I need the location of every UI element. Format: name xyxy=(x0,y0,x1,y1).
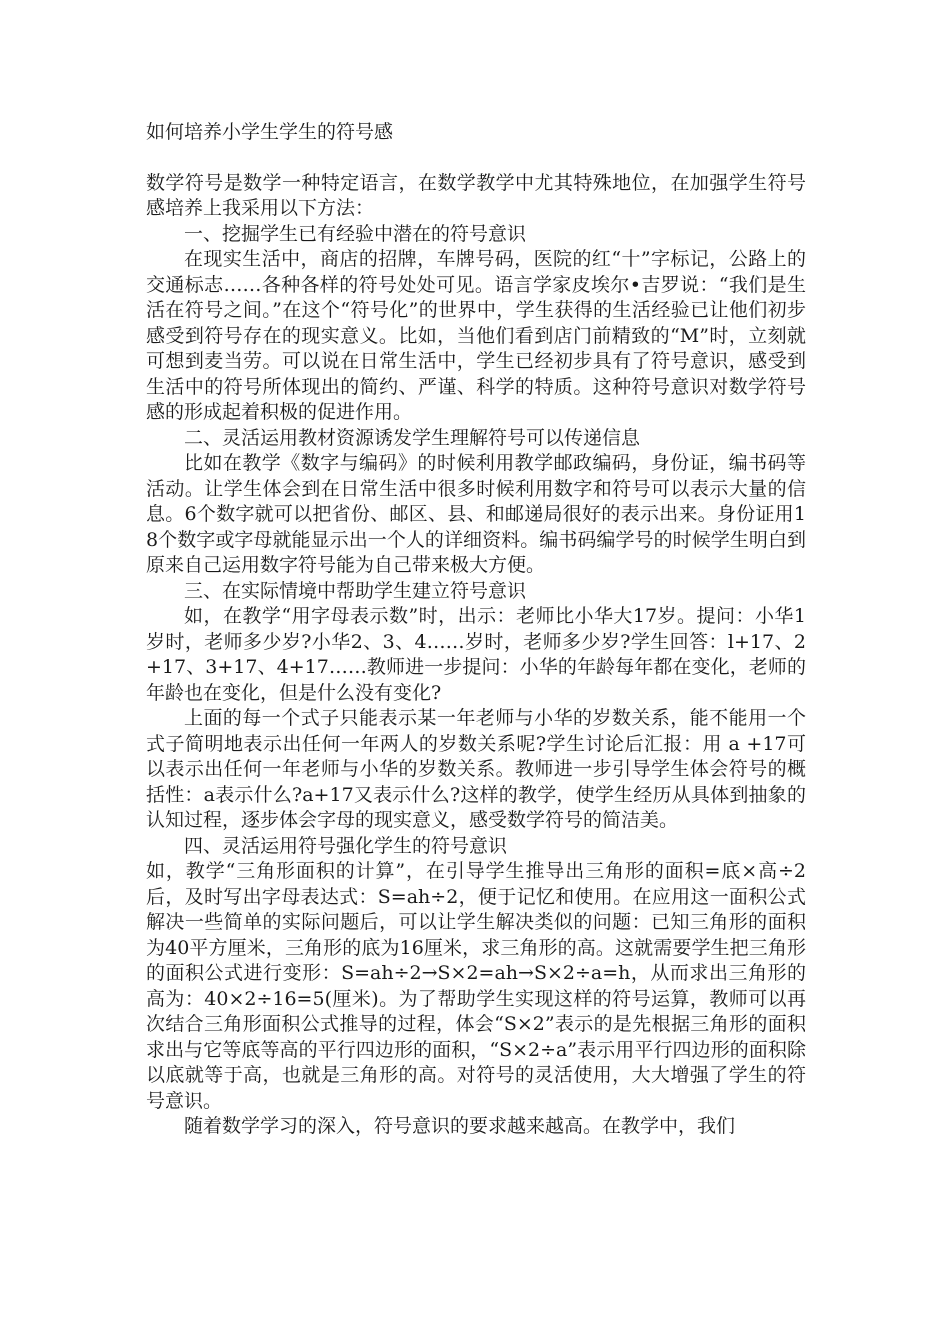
section-1-paragraph: 在现实生活中，商店的招牌，车牌号码，医院的红“十”字标记，公路上的交通标志……各种各样的符号处处可见。语言学家皮埃尔•吉罗说：“我们是生活在符号之间。”在这个“符号化”的世界中，学生获得的生活经验已让他们初步感受到符号存在的现实意义。比如，当他们看到店门前精致的“M”时，立刻就可想到麦当劳。可以说在日常生活中，学生已经初步具有了符号意识，感受到生活中的符号所体现出的简约、严谨、科学的特质。这种符号意识对数学符号感的形成起着积极的促进作用。 xyxy=(146,248,806,423)
document-body xyxy=(146,120,806,1140)
section-3-paragraph-1: 如，在教学“用字母表示数”时，出示：老师比小华大17岁。提问：小华1岁时，老师多少岁?小华2、3、4……岁时，老师多少岁?学生回答：l+17、2+17、3+17、4+17……教师进一步提问：小华的年龄每年都在变化，老师的年龄也在变化，但是什么没有变化? xyxy=(146,605,806,704)
document-title: 如何培养小学生学生的符号感 xyxy=(146,121,394,143)
section-4-heading: 四、灵活运用符号强化学生的符号意识 xyxy=(184,834,508,857)
intro-paragraph: 数学符号是数学一种特定语言，在数学教学中尤其特殊地位，在加强学生符号感培养上我采用以下方法： xyxy=(146,171,806,219)
section-2-heading: 二、灵活运用教材资源诱发学生理解符号可以传递信息 xyxy=(184,426,641,449)
section-2-paragraph: 比如在教学《数字与编码》的时候利用教学邮政编码，身份证，编书码等活动。让学生体会到在日常生活中很多时候利用数字和符号可以表示大量的信息。6个数字就可以把省份、邮区、县、和邮递局很好的表示出来。身份证用18个数字或字母就能显示出一个人的详细资料。编书码编学号的时候学生明白到原来自己运用数字符号能为自己带来极大方便。 xyxy=(146,452,806,576)
section-3-paragraph-2: 上面的每一个式子只能表示某一年老师与小华的岁数关系，能不能用一个式子简明地表示出任何一年两人的岁数关系呢?学生讨论后汇报：用 a +17可以表示出任何一年老师与小华的岁数关系。教师进一步引导学生体会符号的概括性：a表示什么?a+17又表示什么?这样的教学，使学生经历从具体到抽象的认知过程，逐步体会字母的现实意义，感受数学符号的简洁美。 xyxy=(146,707,806,831)
section-1-heading: 一、挖掘学生已有经验中潜在的符号意识 xyxy=(184,222,527,245)
closing-paragraph: 随着数学学习的深入，符号意识的要求越来越高。在教学中，我们 xyxy=(184,1115,736,1137)
section-4-paragraph: 如，教学“三角形面积的计算”，在引导学生推导出三角形的面积=底×高÷2后，及时写出字母表达式：S=ah÷2，便于记忆和使用。在应用这一面积公式解决一些简单的实际问题后，可以让学生解决类似的问题：已知三角形的面积为40平方厘米，三角形的底为16厘米，求三角形的高。这就需要学生把三角形的面积公式进行变形：S=ah÷2→S×2=ah→S×2÷a=h，从而求出三角形的高为：40×2÷16=5(厘米)。为了帮助学生实现这样的符号运算，教师可以再次结合三角形面积公式推导的过程，体会“S×2”表示的是先根据三角形的面积求出与它等底等高的平行四边形的面积，“S×2÷a”表示用平行四边形的面积除以底就等于高，也就是三角形的高。对符号的灵活使用，大大增强了学生的符号意识。 xyxy=(146,860,806,1112)
section-3-heading: 三、在实际情境中帮助学生建立符号意识 xyxy=(184,579,527,602)
